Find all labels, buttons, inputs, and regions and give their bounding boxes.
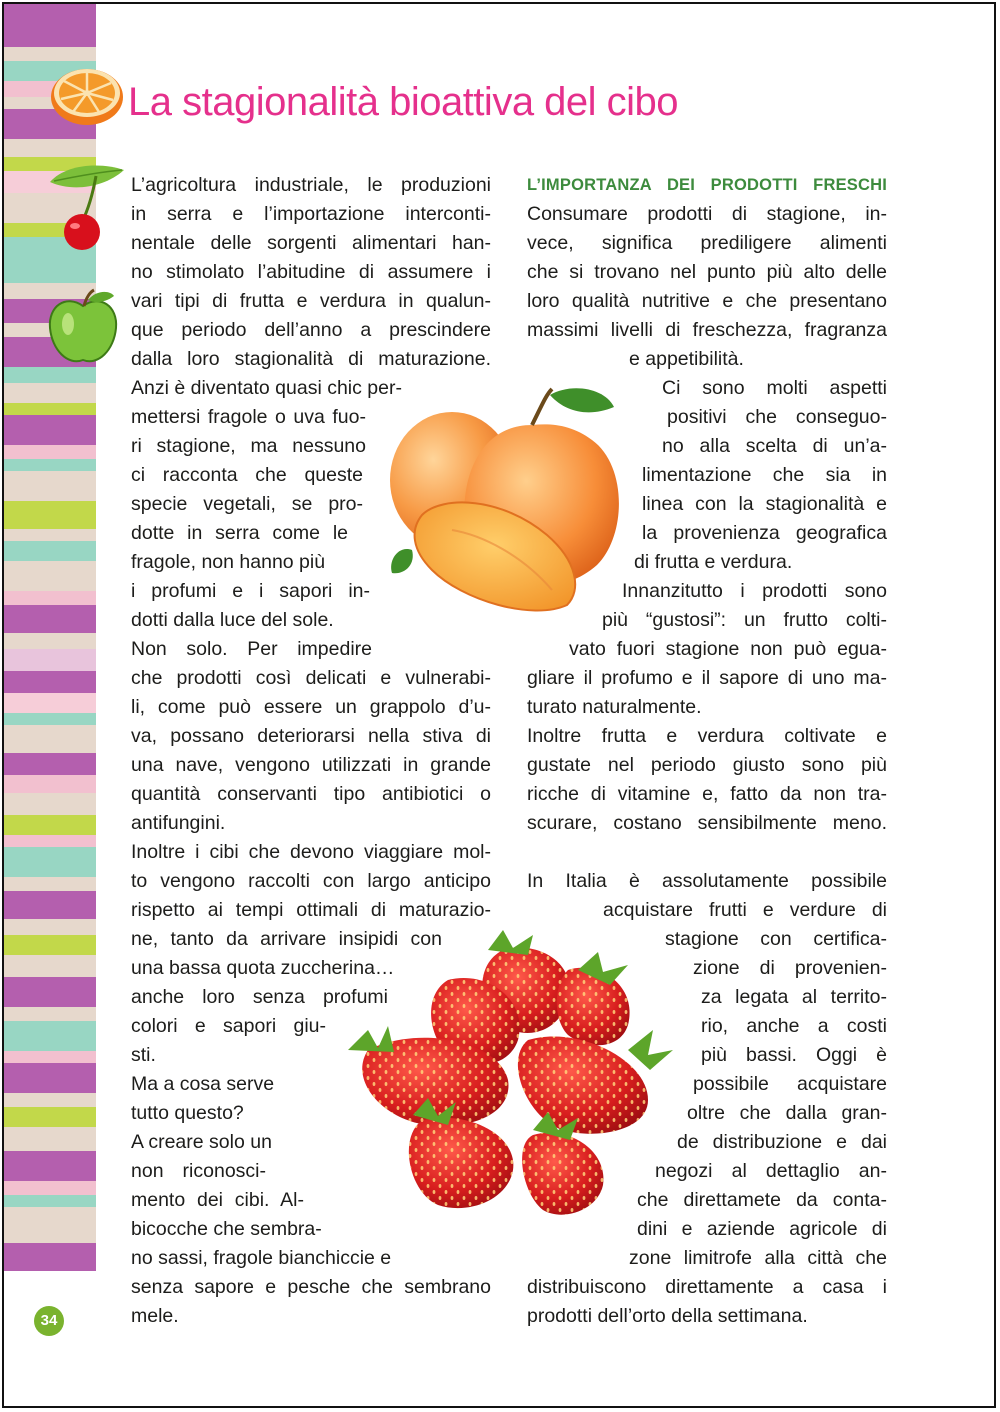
text-line: antifungini. <box>131 812 226 834</box>
stripe <box>3 383 96 403</box>
text-line: zone limitrofe alla città che <box>629 1247 887 1269</box>
stripe <box>3 977 96 1007</box>
text-line: senza sapore e pesche che sembrano <box>131 1276 491 1298</box>
stripe <box>3 501 96 529</box>
stripe <box>3 591 96 605</box>
stripe <box>3 1195 96 1207</box>
text-line: to vengono raccolti con largo anticipo <box>131 870 491 892</box>
stripe <box>3 471 96 501</box>
cherry-icon <box>44 158 130 252</box>
orange-slice-icon <box>47 62 127 128</box>
stripe <box>3 713 96 725</box>
text-line: specie vegetali, se pro- <box>131 493 363 515</box>
stripe <box>3 671 96 693</box>
text-line: linea con la stagionalità e <box>642 493 887 515</box>
text-line: gustate nel periodo giusto sono più <box>527 754 887 776</box>
text-line: distribuiscono direttamente a casa i <box>527 1276 887 1298</box>
text-line: ci racconta che queste <box>131 464 363 486</box>
text-line: rispetto ai tempi ottimali di maturazio- <box>131 899 491 921</box>
stripe <box>3 649 96 671</box>
page-title: La stagionalità bioattiva del cibo <box>128 80 679 124</box>
text-line: mento dei cibi. Al- <box>131 1189 304 1211</box>
text-line: ricche di vitamine e, fatto da non tra- <box>527 783 887 805</box>
text-line: L’agricoltura industriale, le produzioni <box>131 174 491 196</box>
text-line: in serra e l’importazione interconti- <box>131 203 491 225</box>
stripe <box>3 445 96 459</box>
text-line: Inoltre frutta e verdura coltivate e <box>527 725 887 747</box>
text-line: Inoltre i cibi che devono viaggiare mol- <box>131 841 491 863</box>
text-line: li, come può essere un grappolo d’u- <box>131 696 491 718</box>
text-line: dalla loro stagionalità di maturazione. <box>131 348 491 370</box>
text-line: dotti dalla luce del sole. <box>131 609 334 631</box>
text-line: vato fuori stagione non può egua- <box>569 638 887 660</box>
text-line: i profumi e i sapori in- <box>131 580 370 602</box>
stripe <box>3 1243 96 1271</box>
stripe <box>3 725 96 753</box>
text-line: positivi che conseguo- <box>667 406 887 428</box>
text-line: rio, anche a costi <box>701 1015 887 1037</box>
text-line: In Italia è assolutamente possibile <box>527 870 887 892</box>
text-line: ri stagione, ma nessuno <box>131 435 366 457</box>
stripe <box>3 1021 96 1051</box>
stripe <box>3 1063 96 1093</box>
text-line: non riconosci- <box>131 1160 266 1182</box>
text-line: turato naturalmente. <box>527 696 702 718</box>
stripe <box>3 693 96 713</box>
text-line: che prodotti così delicati e vulnerabi- <box>131 667 491 689</box>
text-line: za legata al territo- <box>701 986 887 1008</box>
text-line: una bassa quota zuccherina… <box>131 957 395 979</box>
text-line: mele. <box>131 1305 179 1327</box>
page-number-badge: 34 <box>34 1306 64 1336</box>
text-line: anche loro senza profumi <box>131 986 388 1008</box>
stripe <box>3 367 96 383</box>
text-line: che si trovano nel punto più alto delle <box>527 261 887 283</box>
stripe <box>3 541 96 561</box>
left-text-column <box>131 171 491 1331</box>
stripe <box>3 1107 96 1127</box>
text-line: di frutta e verdura. <box>634 551 793 573</box>
text-line: no alla scelta di un’a- <box>662 435 887 457</box>
text-line: Anzi è diventato quasi chic per- <box>131 377 402 399</box>
text-line: scurare, costano sensibilmente meno. <box>527 812 887 834</box>
green-apple-icon <box>46 288 120 368</box>
text-line: sti. <box>131 1044 156 1066</box>
text-line: gliare il profumo e il sapore di uno ma- <box>527 667 887 689</box>
right-text-column <box>527 171 887 1331</box>
text-line: zione di provenien- <box>693 957 887 979</box>
stripe <box>3 1093 96 1107</box>
stripe <box>3 1051 96 1063</box>
stripe <box>3 1151 96 1181</box>
text-line: ne, tanto da arrivare insipidi con <box>131 928 442 950</box>
stripe <box>3 1181 96 1195</box>
stripe <box>3 1007 96 1021</box>
text-line: quantità conservanti tipo antibiotici o <box>131 783 491 805</box>
stripe <box>3 529 96 541</box>
stripe <box>3 847 96 877</box>
text-line: negozi al dettaglio an- <box>655 1160 887 1182</box>
stripe <box>3 139 96 157</box>
stripe <box>3 775 96 793</box>
text-line: dotte in serra come le <box>131 522 348 544</box>
text-line: acquistare frutti e verdure di <box>603 899 887 921</box>
text-line: limentazione che sia in <box>642 464 887 486</box>
text-line: colori e sapori giu- <box>131 1015 326 1037</box>
text-line: no sassi, fragole bianchiccie e <box>131 1247 392 1269</box>
text-line: più “gustosi”: un frutto colti- <box>602 609 887 631</box>
stripe <box>3 815 96 835</box>
text-line <box>527 838 887 867</box>
stripe <box>3 877 96 891</box>
stripe <box>3 1207 96 1243</box>
text-line: fragole, non hanno più <box>131 551 326 573</box>
text-line: Consumare prodotti di stagione, in- <box>527 203 887 225</box>
text-line: oltre che dalla gran- <box>687 1102 887 1124</box>
text-line: A creare solo un <box>131 1131 272 1153</box>
stripe <box>3 753 96 775</box>
stripe <box>3 955 96 977</box>
text-line: Non solo. Per impedire <box>131 638 372 660</box>
text-line: loro qualità nutritive e che presentano <box>527 290 887 312</box>
stripe <box>3 605 96 633</box>
stripe <box>3 259 96 283</box>
stripe <box>3 891 96 919</box>
stripe <box>3 3 96 47</box>
text-line: no stimolato l’abitudine di assumere i <box>131 261 491 283</box>
text-line: prodotti dell’orto della settimana. <box>527 1305 808 1327</box>
text-line: dini e aziende agricole di <box>637 1218 887 1240</box>
stripe <box>3 633 96 649</box>
text-line: Ci sono molti aspetti <box>662 377 887 399</box>
text-line: la provenienza geografica <box>642 522 887 544</box>
text-line: Ma a cosa serve <box>131 1073 275 1095</box>
text-line: de distribuzione e dai <box>677 1131 887 1153</box>
stripe <box>3 919 96 935</box>
text-line: che direttamete da conta- <box>637 1189 887 1211</box>
stripe <box>3 561 96 591</box>
text-line: va, possano deteriorarsi nella stiva di <box>131 725 491 747</box>
stripe <box>3 835 96 847</box>
text-line: tutto questo? <box>131 1102 244 1124</box>
stripe <box>3 459 96 471</box>
text-line: vari tipi di frutta e verdura in qualun- <box>131 290 491 312</box>
text-line: que periodo dell’anno a prescindere <box>131 319 491 341</box>
text-line: massimi livelli di freschezza, fragranza <box>527 319 887 341</box>
stripe <box>3 1127 96 1151</box>
text-line: stagione con certifica- <box>665 928 887 950</box>
text-line: una nave, vengono utilizzati in grande <box>131 754 491 776</box>
stripe <box>3 403 96 415</box>
text-line: nentale delle sorgenti alimentari han- <box>131 232 491 254</box>
text-line: possibile acquistare <box>693 1073 887 1095</box>
stripe <box>3 47 96 61</box>
stripe <box>3 793 96 815</box>
text-line: mettersi fragole o uva fuo- <box>131 406 366 428</box>
text-line: vece, significa prediligere alimenti <box>527 232 887 254</box>
text-line: e appetibilità. <box>629 348 744 370</box>
text-line: più bassi. Oggi è <box>701 1044 887 1066</box>
stripe <box>3 415 96 445</box>
text-line: Innanzitutto i prodotti sono <box>622 580 887 602</box>
text-line: bicocche che sembra- <box>131 1218 322 1240</box>
section-heading: L’IMPORTANZA DEI PRODOTTI FRESCHI <box>527 176 887 194</box>
stripe <box>3 935 96 955</box>
